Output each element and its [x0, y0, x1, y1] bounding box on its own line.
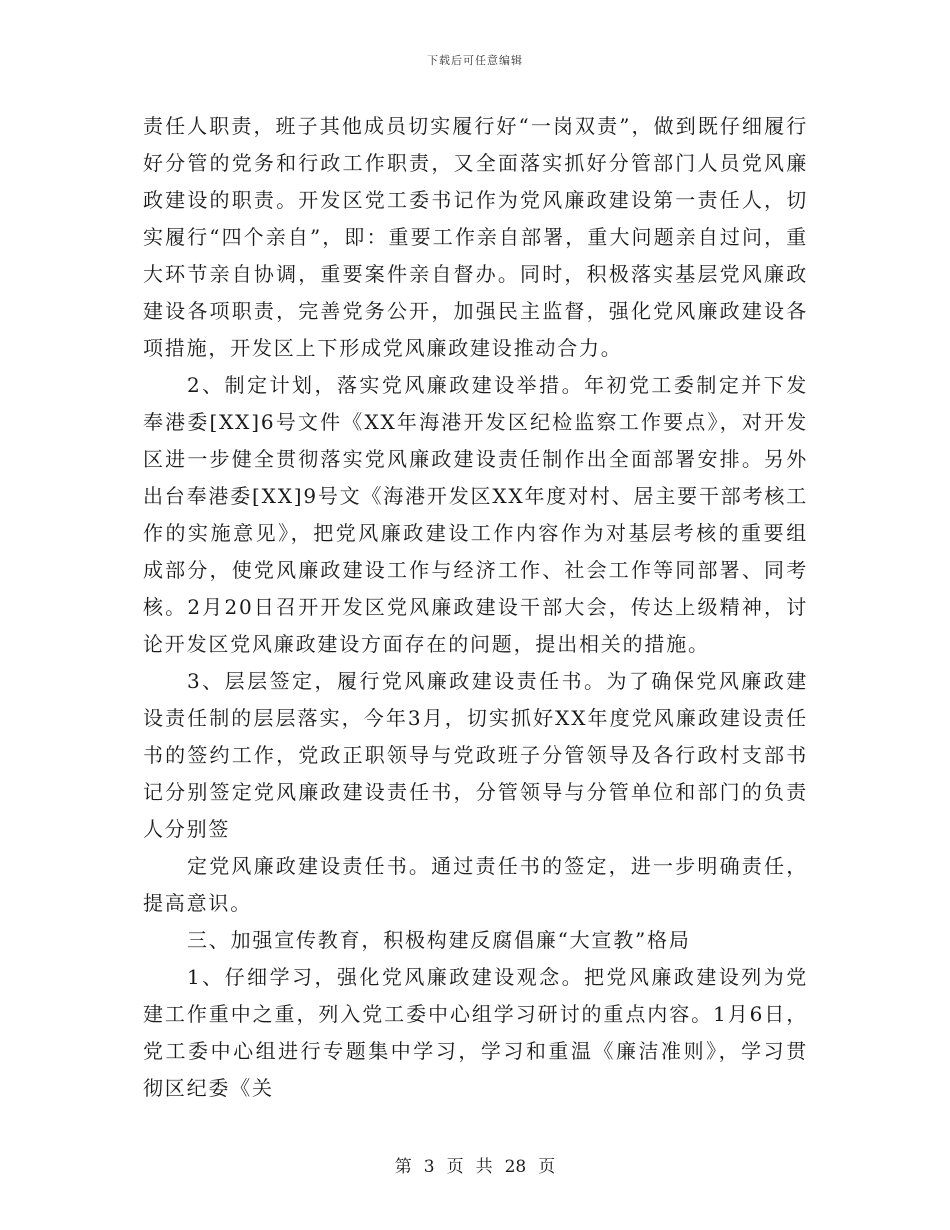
footer-label-ye2: 页 [538, 1157, 556, 1177]
document-body [143, 108, 808, 1107]
page-header-note: 下载后可任意编辑 [427, 54, 523, 67]
footer-total-pages: 28 [504, 1157, 527, 1177]
footer-label-gong: 共 [475, 1157, 493, 1177]
section-heading: 三、加强宣传教育，积极构建反腐倡廉“大宣教”格局 [187, 928, 691, 952]
footer-label-di: 第 [394, 1157, 412, 1177]
footer-label-ye: 页 [446, 1157, 464, 1177]
paragraph-5: 1、仔细学习，强化党风廉政建设观念。把党风廉政建设列为党建工作重中之重，列入党工委中心组学习研讨的重点内容。1月6日，党工委中心组进行专题集中学习，学习和重温《廉洁准则》，学习贯彻区纪委《关 [143, 965, 808, 1100]
footer-current-page: 3 [423, 1157, 435, 1177]
paragraph-4: 定党风廉政建设责任书。通过责任书的签定，进一步明确责任，提高意识。 [143, 854, 808, 915]
paragraph-3: 3、层层签定，履行党风廉政建设责任书。为了确保党风廉政建设责任制的层层落实，今年3月，切实抓好XX年度党风廉政建设责任书的签约工作，党政正职领导与党政班子分管领导及各行政村支部书记分别签定党风廉政建设责任书，分管领导与分管单位和部门的负责人分别签 [143, 669, 808, 841]
paragraph-2: 2、制定计划，落实党风廉政建设举措。年初党工委制定并下发奉港委[XX]6号文件《XX年海港开发区纪检监察工作要点》，对开发区进一步健全贯彻落实党风廉政建设责任制作出全面部署安排。另外出台奉港委[XX]9号文《海港开发区XX年度对村、居主要干部考核工作的实施意见》，把党风廉政建设工作内容作为对基层考核的重要组成部分，使党风廉政建设工作与经济工作、社会工作等同部署、同考核。2月20日召开开发区党风廉政建设干部大会，传达上级精神，讨论开发区党风廉政建设方面存在的问题，提出相关的措施。 [143, 373, 808, 656]
paragraph-1: 责任人职责，班子其他成员切实履行好“一岗双责”，做到既仔细履行好分管的党务和行政工作职责，又全面落实抓好分管部门人员党风廉政建设的职责。开发区党工委书记作为党风廉政建设第一责任人，切实履行“四个亲自”，即：重要工作亲自部署，重大问题亲自过问，重大环节亲自协调，重要案件亲自督办。同时，积极落实基层党风廉政建设各项职责，完善党务公开，加强民主监督，强化党风廉政建设各项措施，开发区上下形成党风廉政建设推动合力。 [143, 114, 808, 360]
page-footer [0, 1152, 950, 1177]
